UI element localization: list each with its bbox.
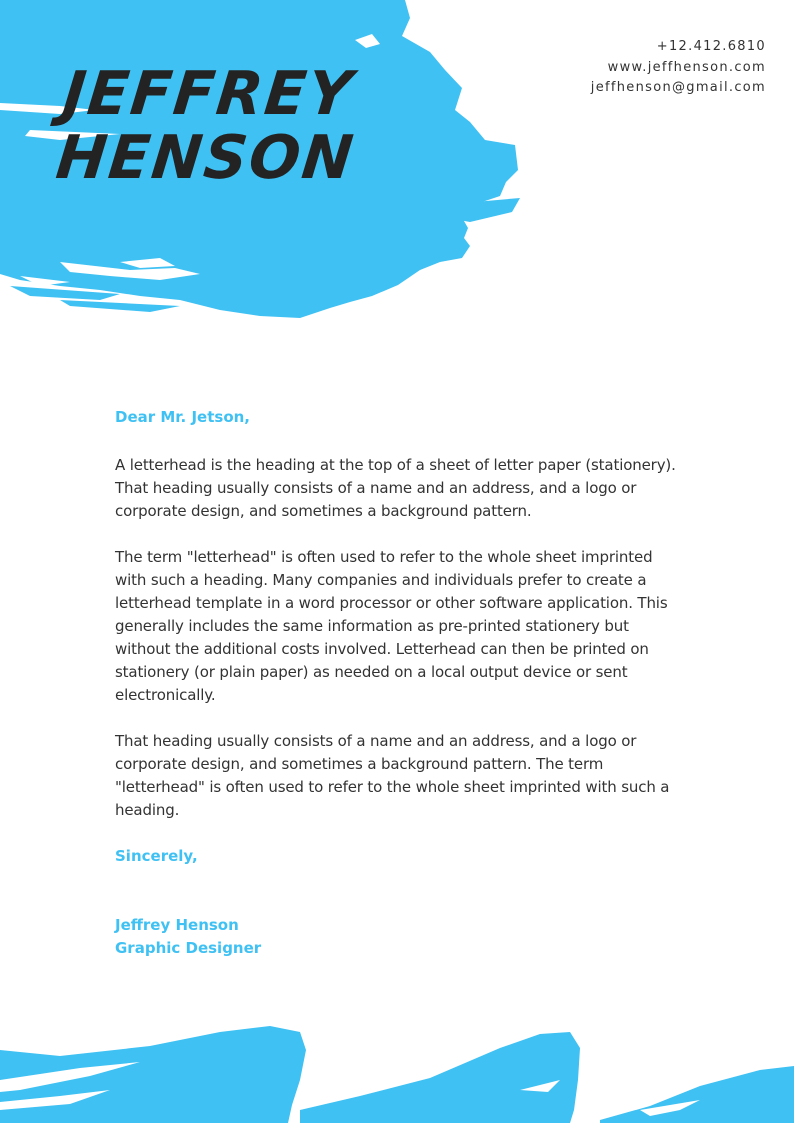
signature-block bbox=[115, 914, 680, 960]
name-heading bbox=[52, 59, 364, 193]
signature-title: Graphic Designer bbox=[115, 939, 262, 957]
contact-email: jeffhenson@gmail.com bbox=[590, 80, 766, 95]
contact-website: www.jeffhenson.com bbox=[607, 59, 766, 75]
contact-block bbox=[591, 37, 766, 99]
footer-brush-stroke bbox=[0, 1010, 794, 1123]
closing: Sincerely, bbox=[115, 847, 198, 865]
paragraph-2: The term "letterhead" is often used to refer to the whole sheet imprinted with such a heading. Many companies and individuals prefer to create a letterhead template in a word processor or other software application. This generally includes the same information as pre-printed stationery but without the additional costs involved. Letterhead can then be printed on stationery (or plain paper) as needed on a local output device or sent electronically. bbox=[115, 548, 668, 704]
name-line-last: HENSON bbox=[52, 123, 359, 193]
signature-name: Jeffrey Henson bbox=[115, 916, 239, 934]
paragraph-3: That heading usually consists of a name and an address, and a logo or corporate design, and sometimes a background pattern. The term "letterhead" is often used to refer to the whole sheet imprinted with such a heading. bbox=[115, 732, 670, 819]
contact-phone: +12.412.6810 bbox=[656, 39, 766, 54]
name-line-first: JEFFREY bbox=[59, 59, 357, 129]
paragraph-1: A letterhead is the heading at the top of a sheet of letter paper (stationery). That heading usually consists of a name and an address, and a logo or corporate design, and sometimes a background pattern. bbox=[115, 456, 676, 520]
letter-body bbox=[115, 406, 680, 960]
salutation: Dear Mr. Jetson, bbox=[115, 408, 251, 426]
